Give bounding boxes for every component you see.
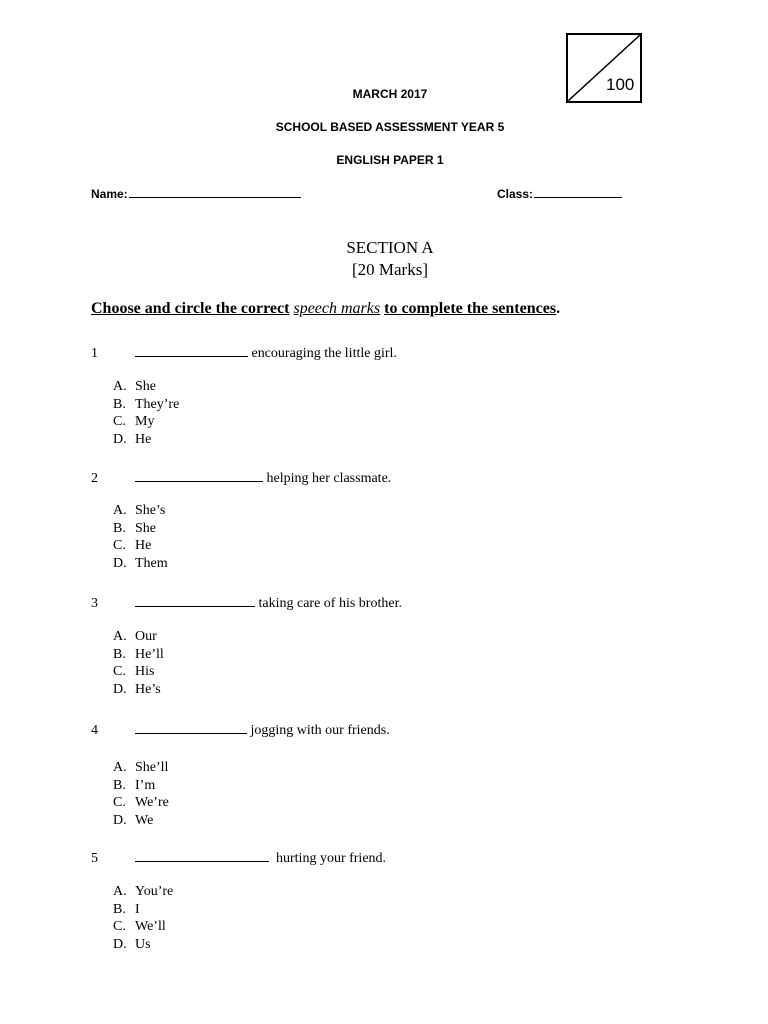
question-2	[91, 468, 391, 487]
instruction-part2: to complete the sentences	[384, 300, 557, 317]
name-field	[91, 186, 301, 201]
option[interactable]: D. We	[113, 813, 154, 829]
question-text: taking care of his brother.	[258, 596, 402, 611]
score-total: 100	[606, 75, 635, 94]
question-number: 1	[91, 346, 98, 361]
option[interactable]: B. He’ll	[113, 646, 164, 662]
option[interactable]: D. Us	[113, 937, 151, 953]
options-2	[113, 502, 168, 573]
option[interactable]: A. You’re	[113, 884, 174, 899]
answer-blank[interactable]	[135, 593, 255, 607]
question-5	[91, 848, 386, 867]
option[interactable]: C. My	[113, 414, 155, 430]
options-5	[113, 883, 173, 954]
answer-blank[interactable]	[135, 720, 247, 734]
option[interactable]: C. We’ll	[113, 919, 166, 935]
section-title: SECTION A	[346, 238, 434, 257]
option[interactable]: D. He	[113, 432, 152, 448]
class-field	[497, 186, 622, 201]
option[interactable]: D. Them	[113, 556, 168, 572]
option[interactable]: A. Our	[113, 629, 157, 644]
option[interactable]: B. I’m	[113, 777, 156, 793]
name-line[interactable]	[129, 186, 301, 198]
answer-blank[interactable]	[135, 468, 263, 482]
instruction-end: .	[556, 300, 561, 317]
answer-blank[interactable]	[135, 848, 269, 862]
section-marks: [20 Marks]	[351, 260, 428, 279]
options-3	[113, 628, 164, 699]
question-number: 4	[91, 723, 98, 738]
option[interactable]: C. He	[113, 538, 152, 554]
option[interactable]: B. They’re	[113, 396, 180, 412]
question-text: hurting your friend.	[276, 851, 387, 866]
class-line[interactable]	[534, 186, 622, 198]
paper-title: ENGLISH PAPER 1	[336, 153, 444, 167]
option[interactable]: D. He’s	[113, 682, 161, 698]
assessment-title: SCHOOL BASED ASSESSMENT YEAR 5	[275, 120, 505, 134]
question-text: jogging with our friends.	[250, 723, 390, 738]
option[interactable]: A. She’s	[113, 503, 166, 518]
options-1	[113, 378, 179, 449]
question-number: 3	[91, 596, 98, 611]
question-number: 2	[91, 471, 98, 486]
question-1	[91, 343, 397, 362]
exam-date: MARCH 2017	[352, 87, 428, 101]
question-text: encouraging the little girl.	[251, 346, 397, 361]
instruction	[91, 300, 560, 318]
instruction-emphasis: speech marks	[293, 300, 381, 317]
option[interactable]: A. She	[113, 379, 156, 394]
question-3	[91, 593, 402, 612]
option[interactable]: A. She’ll	[113, 760, 169, 775]
option[interactable]: C. We’re	[113, 795, 169, 811]
option[interactable]: B. She	[113, 520, 156, 536]
question-4	[91, 720, 390, 739]
option[interactable]: C. His	[113, 664, 155, 680]
answer-blank[interactable]	[135, 343, 248, 357]
class-label: Class:	[497, 187, 534, 201]
question-text: helping her classmate.	[266, 471, 392, 486]
question-number: 5	[91, 851, 98, 866]
name-label: Name:	[91, 187, 128, 201]
option[interactable]: B. I	[113, 901, 140, 917]
instruction-part1: Choose and circle the correct	[91, 300, 290, 317]
options-4	[113, 759, 169, 830]
